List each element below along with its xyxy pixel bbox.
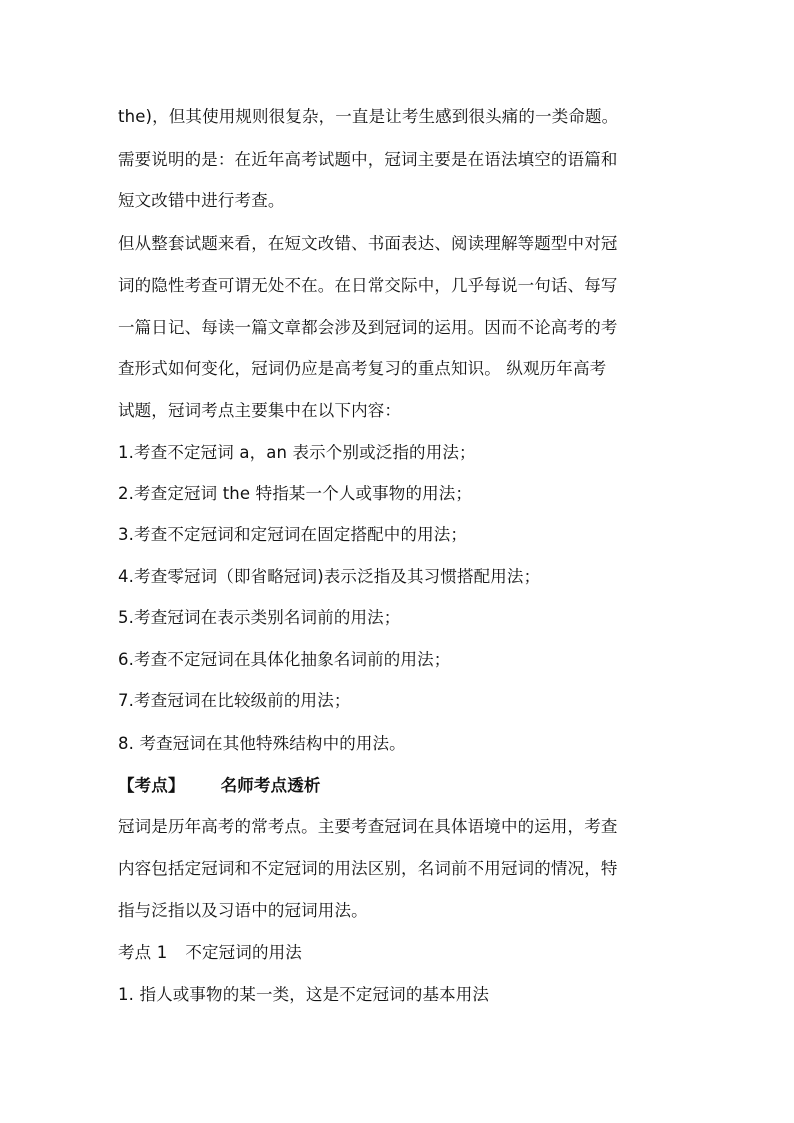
list-item-1: 1.考查不定冠词 a，an 表示个别或泛指的用法； <box>118 443 476 462</box>
section-heading <box>118 775 684 797</box>
point-1: 1. 指人或事物的某一类，这是不定冠词的基本用法 <box>118 985 490 1004</box>
list-item-6: 6.考查不定冠词在具体化抽象名词前的用法； <box>118 650 451 669</box>
section-heading-title: 名师考点透析 <box>220 776 321 795</box>
list-item-5: 5.考查冠词在表示类别名词前的用法； <box>118 608 401 627</box>
paragraph-1-line-3: 短文改错中进行考查。 <box>118 191 285 210</box>
paragraph-2-line-1: 但从整套试题来看，在短文改错、书面表达、阅读理解等题型中对冠 <box>118 234 618 253</box>
paragraph-2-line-4: 查形式如何变化，冠词仍应是高考复习的重点知识。 纵观历年高考 <box>118 359 607 378</box>
list-item-7: 7.考查冠词在比较级前的用法； <box>118 691 351 710</box>
paragraph-3-line-2: 内容包括定冠词和不定冠词的用法区别，名词前不用冠词的情况，特 <box>118 859 618 878</box>
subheading <box>118 942 684 964</box>
list-item-3: 3.考查不定冠词和定冠词在固定搭配中的用法； <box>118 525 468 544</box>
paragraph-2-line-2: 词的隐性考查可谓无处不在。在日常交际中，几乎每说一句话、每写 <box>118 276 618 295</box>
paragraph-3-line-1: 冠词是历年高考的常考点。主要考查冠词在具体语境中的运用，考查 <box>118 817 618 836</box>
subheading-label: 考点 1 <box>118 943 168 962</box>
list-item-2: 2.考查定冠词 the 特指某一个人或事物的用法； <box>118 484 473 503</box>
list-item-4: 4.考查零冠词（即省略冠词)表示泛指及其习惯搭配用法； <box>118 567 541 586</box>
list-item-8: 8. 考查冠词在其他特殊结构中的用法。 <box>118 734 406 753</box>
paragraph-1-line-2: 需要说明的是：在近年高考试题中，冠词主要是在语法填空的语篇和 <box>118 150 618 169</box>
paragraph-2-line-3: 一篇日记、每读一篇文章都会涉及到冠词的运用。因而不论高考的考 <box>118 318 618 337</box>
paragraph-2-line-5: 试题，冠词考点主要集中在以下内容： <box>118 401 402 420</box>
section-heading-tag: 【考点】 <box>118 776 185 795</box>
subheading-title: 不定冠词的用法 <box>185 943 302 962</box>
paragraph-3-line-3: 指与泛指以及习语中的冠词用法。 <box>118 901 368 920</box>
paragraph-1-line-1: the)，但其使用规则很复杂，一直是让考生感到很头痛的一类命题。 <box>118 107 619 126</box>
